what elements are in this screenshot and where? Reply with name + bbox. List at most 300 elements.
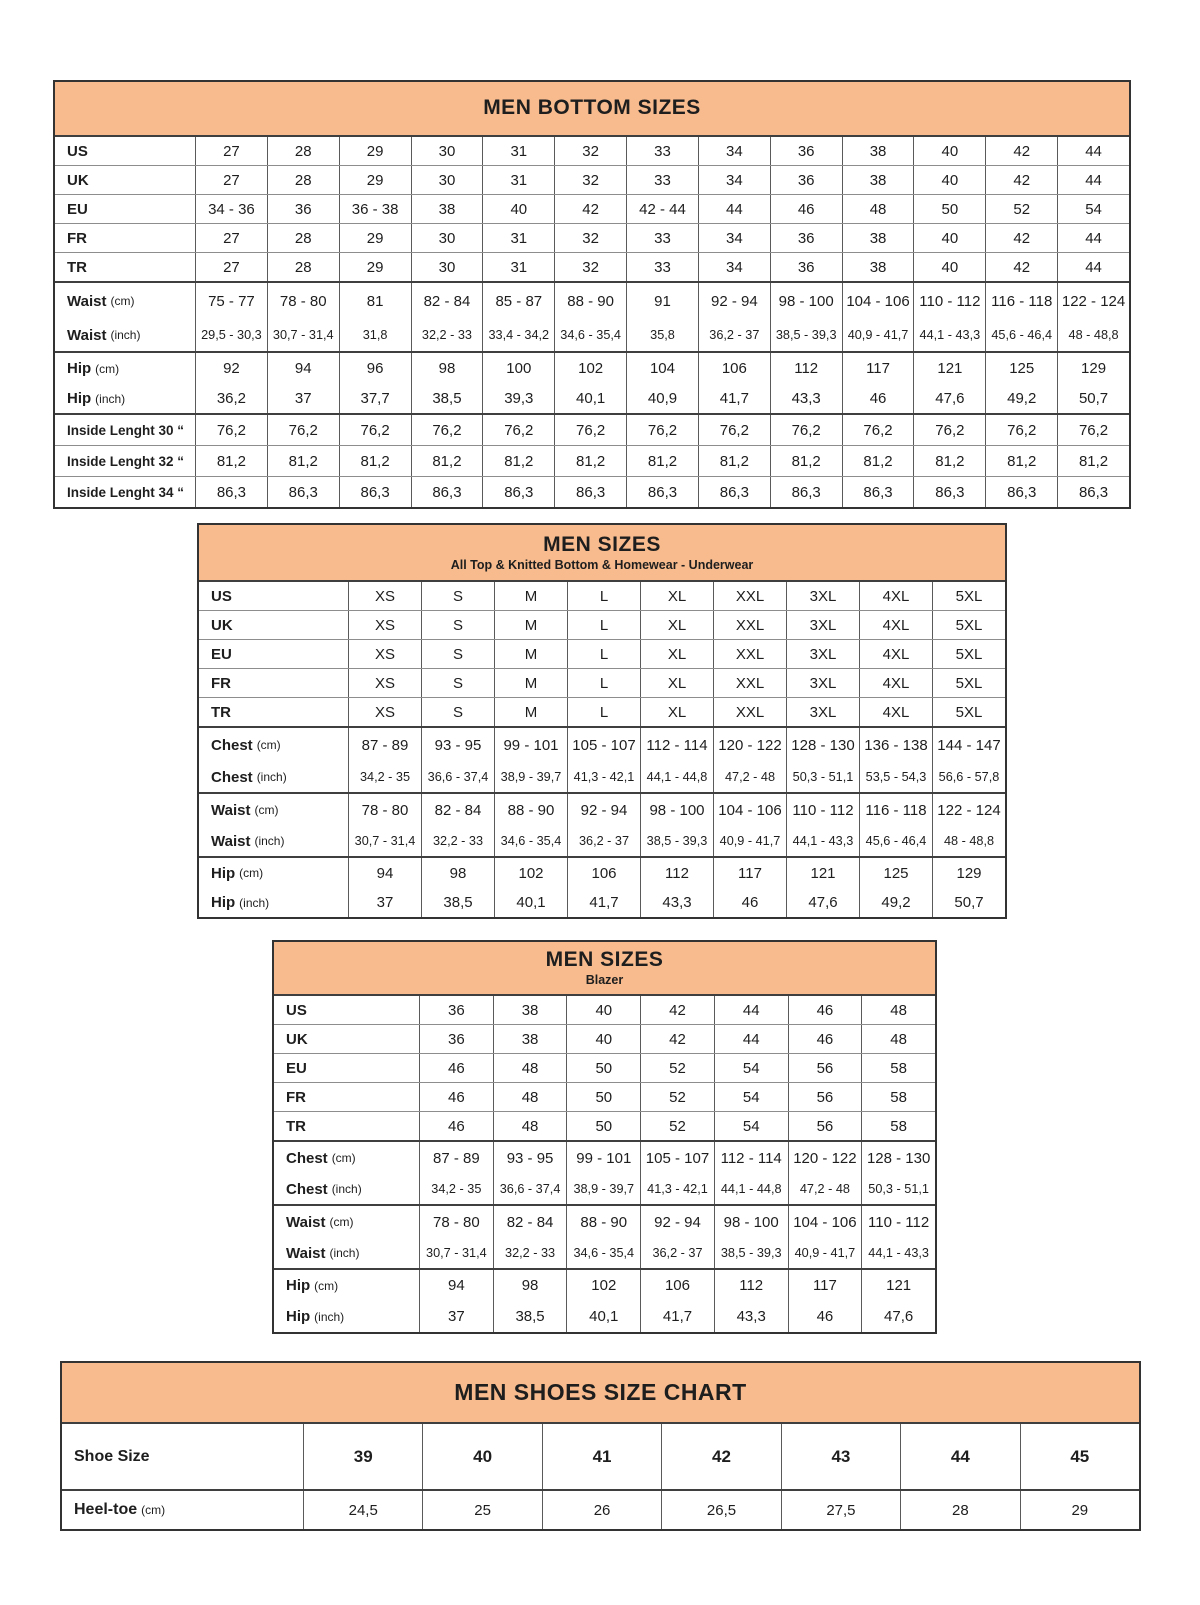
table-row — [199, 762, 1005, 792]
table-row — [55, 413, 1129, 445]
table-cell: 5XL — [932, 611, 1005, 639]
table-cell: 75 - 77 — [195, 283, 267, 319]
table-cell: 34 — [698, 166, 770, 194]
table-cell: 36,2 - 37 — [698, 319, 770, 351]
table-cell: 102 — [494, 858, 567, 888]
men-bottom-sizes-table — [53, 80, 1131, 509]
table-cell: 46 — [788, 996, 862, 1024]
table-subtitle: All Top & Knitted Bottom & Homewear - Underwear — [450, 557, 754, 572]
table-cell: 121 — [913, 353, 985, 384]
table-cell: 92 - 94 — [640, 1206, 714, 1238]
table-cell: 33 — [626, 224, 698, 252]
table-cell: 28 — [267, 224, 339, 252]
table-cell: 33 — [626, 137, 698, 165]
table-row — [199, 792, 1005, 826]
table-cell: 40,9 - 41,7 — [788, 1238, 862, 1268]
table-cell: 4XL — [859, 669, 932, 697]
table-cell: 38 — [842, 224, 914, 252]
table-row — [274, 1140, 935, 1174]
table-row — [55, 319, 1129, 351]
table-cell: 46 — [788, 1025, 862, 1053]
table-cell: 36 — [267, 195, 339, 223]
table-cell: 54 — [714, 1054, 788, 1082]
table-cell: 47,6 — [861, 1301, 935, 1332]
table-cell: 32,2 - 33 — [421, 826, 494, 856]
table-cell: 81,2 — [195, 446, 267, 476]
table-row — [55, 137, 1129, 165]
table-cell: 39,3 — [482, 384, 554, 413]
table-cell: 28 — [267, 253, 339, 281]
table-cell: 116 - 118 — [985, 283, 1057, 319]
table-cell: 29 — [1020, 1491, 1139, 1529]
table-cell: 44,1 - 44,8 — [714, 1174, 788, 1204]
table-cell: 38,5 - 39,3 — [714, 1238, 788, 1268]
table-cell: 81,2 — [339, 446, 411, 476]
table-cell: 58 — [861, 1054, 935, 1082]
table-cell: 86,3 — [482, 477, 554, 507]
table-cell: 38 — [842, 253, 914, 281]
table-cell: 27 — [195, 137, 267, 165]
table-cell: 36,6 - 37,4 — [493, 1174, 567, 1204]
table-cell: 76,2 — [770, 415, 842, 445]
table-cell: 46 — [713, 888, 786, 917]
table-row — [55, 476, 1129, 507]
table-cell: 54 — [714, 1112, 788, 1140]
table-cell: 76,2 — [1057, 415, 1129, 445]
table-cell: 86,3 — [770, 477, 842, 507]
table-cell: 3XL — [786, 611, 859, 639]
table-cell: 32 — [554, 224, 626, 252]
row-label: EU — [67, 200, 88, 218]
table-cell: 40 — [913, 166, 985, 194]
row-label: Hip (inch) — [67, 390, 126, 407]
table-cell: 34,2 - 35 — [348, 762, 421, 792]
table-cell: 44 — [1057, 166, 1129, 194]
table-cell: 27 — [195, 224, 267, 252]
row-label: Inside Lenght 34 “ — [67, 484, 185, 500]
table-cell: 36 — [419, 1025, 493, 1053]
table-cell: 38 — [493, 1025, 567, 1053]
table-cell: 81 — [339, 283, 411, 319]
table-cell: L — [567, 582, 640, 610]
table-cell: 28 — [900, 1491, 1019, 1529]
table-cell: 121 — [861, 1270, 935, 1301]
table-cell: XS — [348, 582, 421, 610]
table-cell: 42 — [985, 166, 1057, 194]
table-cell: XL — [640, 582, 713, 610]
table-cell: 30,7 - 31,4 — [348, 826, 421, 856]
table-cell: 94 — [348, 858, 421, 888]
table-cell: 50 — [566, 1054, 640, 1082]
table-cell: M — [494, 669, 567, 697]
table-cell: 36 — [770, 253, 842, 281]
table-cell: 81,2 — [698, 446, 770, 476]
table-cell: XS — [348, 669, 421, 697]
table-cell: 41,7 — [698, 384, 770, 413]
table-cell: 122 - 124 — [932, 794, 1005, 826]
table-cell: 28 — [267, 166, 339, 194]
table-cell: 86,3 — [195, 477, 267, 507]
table-row — [274, 1268, 935, 1301]
table-cell: 86,3 — [411, 477, 483, 507]
table-cell: 50,7 — [932, 888, 1005, 917]
table-cell: 48 - 48,8 — [1057, 319, 1129, 351]
table-cell: 46 — [788, 1301, 862, 1332]
table-title: MEN SHOES SIZE CHART — [454, 1379, 747, 1406]
table-cell: XXL — [713, 640, 786, 668]
table-cell: 38,5 - 39,3 — [640, 826, 713, 856]
table-cell: 38,5 — [493, 1301, 567, 1332]
table-cell: 26 — [542, 1491, 661, 1529]
table-cell: 39 — [303, 1424, 422, 1489]
table-cell: 110 - 112 — [913, 283, 985, 319]
table-cell: 104 - 106 — [713, 794, 786, 826]
table-row — [55, 384, 1129, 413]
row-label: UK — [67, 171, 89, 189]
table-cell: 112 — [714, 1270, 788, 1301]
table-cell: 33 — [626, 253, 698, 281]
table-cell: 53,5 - 54,3 — [859, 762, 932, 792]
table-header — [55, 82, 1129, 137]
row-label: Hip (inch) — [286, 1308, 345, 1325]
table-cell: 29 — [339, 137, 411, 165]
table-cell: 43,3 — [770, 384, 842, 413]
table-row — [199, 639, 1005, 668]
table-cell: 99 - 101 — [566, 1142, 640, 1174]
row-label: US — [211, 587, 232, 605]
table-row — [55, 281, 1129, 319]
men-sizes-blazer-table — [272, 940, 937, 1334]
table-cell: 36 — [770, 224, 842, 252]
table-cell: 44 — [1057, 253, 1129, 281]
table-row — [55, 445, 1129, 476]
table-cell: 81,2 — [267, 446, 339, 476]
table-body — [199, 582, 1005, 917]
table-cell: 50,3 - 51,1 — [786, 762, 859, 792]
table-cell: M — [494, 640, 567, 668]
table-cell: 44 — [714, 996, 788, 1024]
table-cell: 31 — [482, 166, 554, 194]
table-cell: 36 — [419, 996, 493, 1024]
table-row — [199, 826, 1005, 856]
table-cell: 36,2 — [195, 384, 267, 413]
table-cell: 50,3 - 51,1 — [861, 1174, 935, 1204]
row-label: FR — [67, 229, 87, 247]
table-cell: 46 — [770, 195, 842, 223]
table-row — [199, 726, 1005, 762]
table-cell: 43 — [781, 1424, 900, 1489]
table-cell: 129 — [932, 858, 1005, 888]
table-cell: XS — [348, 611, 421, 639]
table-cell: 46 — [842, 384, 914, 413]
row-label: Waist (inch) — [286, 1244, 360, 1262]
table-cell: 42 - 44 — [626, 195, 698, 223]
table-cell: 86,3 — [554, 477, 626, 507]
table-cell: 105 - 107 — [567, 728, 640, 762]
table-row — [274, 1082, 935, 1111]
table-cell: 76,2 — [411, 415, 483, 445]
table-row — [199, 582, 1005, 610]
table-cell: 54 — [1057, 195, 1129, 223]
table-cell: 120 - 122 — [788, 1142, 862, 1174]
table-cell: 46 — [419, 1083, 493, 1111]
table-cell: 44 — [900, 1424, 1019, 1489]
table-cell: 76,2 — [626, 415, 698, 445]
table-cell: 106 — [640, 1270, 714, 1301]
row-label: US — [286, 1001, 307, 1019]
table-cell: 48 — [842, 195, 914, 223]
table-cell: 48 — [861, 1025, 935, 1053]
row-label: Waist (cm) — [67, 292, 135, 310]
table-title: MEN BOTTOM SIZES — [483, 96, 701, 120]
table-cell: XL — [640, 669, 713, 697]
table-cell: 98 - 100 — [640, 794, 713, 826]
men-sizes-top-table — [197, 523, 1007, 919]
table-cell: S — [421, 611, 494, 639]
table-cell: 81,2 — [985, 446, 1057, 476]
table-cell: 85 - 87 — [482, 283, 554, 319]
table-cell: 49,2 — [859, 888, 932, 917]
table-cell: 44,1 - 44,8 — [640, 762, 713, 792]
table-cell: 33 — [626, 166, 698, 194]
table-cell: 56 — [788, 1112, 862, 1140]
table-cell: 34,6 - 35,4 — [554, 319, 626, 351]
table-row — [199, 856, 1005, 888]
table-title: MEN SIZES — [543, 532, 661, 556]
table-cell: 47,6 — [913, 384, 985, 413]
table-cell: 112 - 114 — [714, 1142, 788, 1174]
table-cell: 27 — [195, 166, 267, 194]
table-cell: L — [567, 611, 640, 639]
row-label: TR — [67, 258, 87, 276]
table-cell: 82 - 84 — [411, 283, 483, 319]
table-cell: 45,6 - 46,4 — [859, 826, 932, 856]
men-shoes-size-chart-table — [60, 1361, 1141, 1531]
table-cell: 76,2 — [554, 415, 626, 445]
table-cell: 30,7 - 31,4 — [419, 1238, 493, 1268]
table-cell: 34 - 36 — [195, 195, 267, 223]
table-cell: 38 — [411, 195, 483, 223]
table-row — [55, 223, 1129, 252]
row-label: Heel-toe (cm) — [74, 1501, 166, 1518]
table-cell: 96 — [339, 353, 411, 384]
row-label: TR — [211, 703, 231, 721]
table-row — [55, 252, 1129, 281]
table-cell: 82 - 84 — [421, 794, 494, 826]
table-cell: L — [567, 698, 640, 726]
table-cell: 110 - 112 — [786, 794, 859, 826]
table-cell: M — [494, 611, 567, 639]
table-cell: 91 — [626, 283, 698, 319]
table-cell: 30,7 - 31,4 — [267, 319, 339, 351]
table-cell: 76,2 — [267, 415, 339, 445]
table-cell: 93 - 95 — [421, 728, 494, 762]
table-cell: 34 — [698, 224, 770, 252]
table-cell: 98 — [421, 858, 494, 888]
table-cell: 38 — [842, 137, 914, 165]
row-label: FR — [286, 1088, 306, 1106]
table-cell: 37,7 — [339, 384, 411, 413]
table-cell: 44 — [1057, 137, 1129, 165]
table-cell: 81,2 — [770, 446, 842, 476]
table-row — [274, 1301, 935, 1332]
table-cell: 41,3 - 42,1 — [640, 1174, 714, 1204]
table-cell: 3XL — [786, 640, 859, 668]
table-row — [199, 888, 1005, 917]
table-cell: XXL — [713, 698, 786, 726]
table-cell: 86,3 — [339, 477, 411, 507]
table-cell: 81,2 — [411, 446, 483, 476]
table-cell: 56,6 - 57,8 — [932, 762, 1005, 792]
table-cell: 78 - 80 — [267, 283, 339, 319]
table-cell: 56 — [788, 1054, 862, 1082]
table-cell: 98 - 100 — [714, 1206, 788, 1238]
table-cell: 40 — [913, 137, 985, 165]
table-cell: 129 — [1057, 353, 1129, 384]
table-cell: 52 — [640, 1083, 714, 1111]
table-cell: 27,5 — [781, 1491, 900, 1529]
table-cell: XXL — [713, 669, 786, 697]
row-label: Hip (inch) — [211, 894, 270, 911]
table-cell: 40 — [482, 195, 554, 223]
table-cell: XXL — [713, 582, 786, 610]
table-cell: S — [421, 640, 494, 668]
table-cell: 4XL — [859, 698, 932, 726]
table-cell: 44,1 - 43,3 — [861, 1238, 935, 1268]
table-cell: M — [494, 698, 567, 726]
table-cell: 121 — [786, 858, 859, 888]
table-cell: 56 — [788, 1083, 862, 1111]
table-cell: 88 - 90 — [554, 283, 626, 319]
table-title: MEN SIZES — [545, 948, 664, 972]
table-cell: 38,5 — [411, 384, 483, 413]
table-cell: 36,2 - 37 — [640, 1238, 714, 1268]
table-cell: 5XL — [932, 582, 1005, 610]
table-row — [55, 351, 1129, 384]
table-cell: 128 - 130 — [861, 1142, 935, 1174]
table-row — [199, 697, 1005, 726]
table-cell: 98 - 100 — [770, 283, 842, 319]
row-label: FR — [211, 674, 231, 692]
table-row — [62, 1424, 1139, 1489]
table-cell: 40 — [913, 253, 985, 281]
table-cell: 48 - 48,8 — [932, 826, 1005, 856]
table-cell: 37 — [267, 384, 339, 413]
table-cell: L — [567, 669, 640, 697]
table-cell: 35,8 — [626, 319, 698, 351]
row-label: EU — [286, 1059, 307, 1077]
table-cell: 3XL — [786, 582, 859, 610]
table-cell: 112 - 114 — [640, 728, 713, 762]
table-cell: 52 — [985, 195, 1057, 223]
table-cell: 125 — [859, 858, 932, 888]
table-cell: 125 — [985, 353, 1057, 384]
table-cell: 99 - 101 — [494, 728, 567, 762]
table-cell: 92 - 94 — [698, 283, 770, 319]
table-header — [274, 942, 935, 996]
table-subtitle: Blazer — [585, 973, 624, 988]
table-cell: 49,2 — [985, 384, 1057, 413]
table-cell: 44,1 - 43,3 — [913, 319, 985, 351]
table-cell: L — [567, 640, 640, 668]
table-body — [62, 1424, 1139, 1529]
table-cell: 54 — [714, 1083, 788, 1111]
table-cell: 5XL — [932, 698, 1005, 726]
table-cell: 86,3 — [842, 477, 914, 507]
table-cell: 32 — [554, 137, 626, 165]
table-row — [199, 668, 1005, 697]
table-cell: 29 — [339, 224, 411, 252]
table-cell: 38,9 - 39,7 — [494, 762, 567, 792]
table-cell: 44 — [1057, 224, 1129, 252]
table-cell: 136 - 138 — [859, 728, 932, 762]
table-cell: 46 — [419, 1112, 493, 1140]
table-cell: 34 — [698, 137, 770, 165]
table-cell: 25 — [422, 1491, 541, 1529]
row-label: Hip (cm) — [67, 360, 120, 377]
table-cell: 5XL — [932, 640, 1005, 668]
table-cell: 44 — [714, 1025, 788, 1053]
table-cell: 78 - 80 — [419, 1206, 493, 1238]
table-cell: 31 — [482, 137, 554, 165]
row-label: Shoe Size — [74, 1447, 150, 1465]
table-cell: 104 - 106 — [842, 283, 914, 319]
table-cell: 38 — [493, 996, 567, 1024]
table-cell: 47,2 - 48 — [713, 762, 786, 792]
table-cell: 40,1 — [566, 1301, 640, 1332]
table-row — [199, 610, 1005, 639]
table-cell: 112 — [640, 858, 713, 888]
table-cell: S — [421, 698, 494, 726]
table-cell: 82 - 84 — [493, 1206, 567, 1238]
table-body — [55, 137, 1129, 507]
table-cell: 3XL — [786, 669, 859, 697]
table-cell: 144 - 147 — [932, 728, 1005, 762]
table-cell: 42 — [985, 224, 1057, 252]
table-cell: 116 - 118 — [859, 794, 932, 826]
table-cell: 46 — [419, 1054, 493, 1082]
table-cell: 102 — [566, 1270, 640, 1301]
table-cell: 106 — [567, 858, 640, 888]
table-cell: 40 — [566, 1025, 640, 1053]
table-cell: 32,2 - 33 — [411, 319, 483, 351]
table-cell: 81,2 — [842, 446, 914, 476]
table-cell: 87 - 89 — [348, 728, 421, 762]
table-cell: 92 - 94 — [567, 794, 640, 826]
table-cell: 81,2 — [626, 446, 698, 476]
table-cell: 36,2 - 37 — [567, 826, 640, 856]
table-cell: 76,2 — [913, 415, 985, 445]
table-cell: 28 — [267, 137, 339, 165]
table-cell: 34,6 - 35,4 — [566, 1238, 640, 1268]
table-cell: 88 - 90 — [494, 794, 567, 826]
table-cell: XS — [348, 698, 421, 726]
table-cell: 37 — [419, 1301, 493, 1332]
table-cell: 104 - 106 — [788, 1206, 862, 1238]
table-cell: XXL — [713, 611, 786, 639]
table-cell: 45,6 - 46,4 — [985, 319, 1057, 351]
table-cell: 44 — [698, 195, 770, 223]
table-cell: 36 — [770, 166, 842, 194]
table-cell: 86,3 — [1057, 477, 1129, 507]
table-cell: 48 — [493, 1054, 567, 1082]
table-cell: 42 — [985, 253, 1057, 281]
table-cell: 40 — [422, 1424, 541, 1489]
table-cell: 48 — [861, 996, 935, 1024]
table-cell: 87 - 89 — [419, 1142, 493, 1174]
table-cell: 86,3 — [698, 477, 770, 507]
table-cell: 32 — [554, 253, 626, 281]
